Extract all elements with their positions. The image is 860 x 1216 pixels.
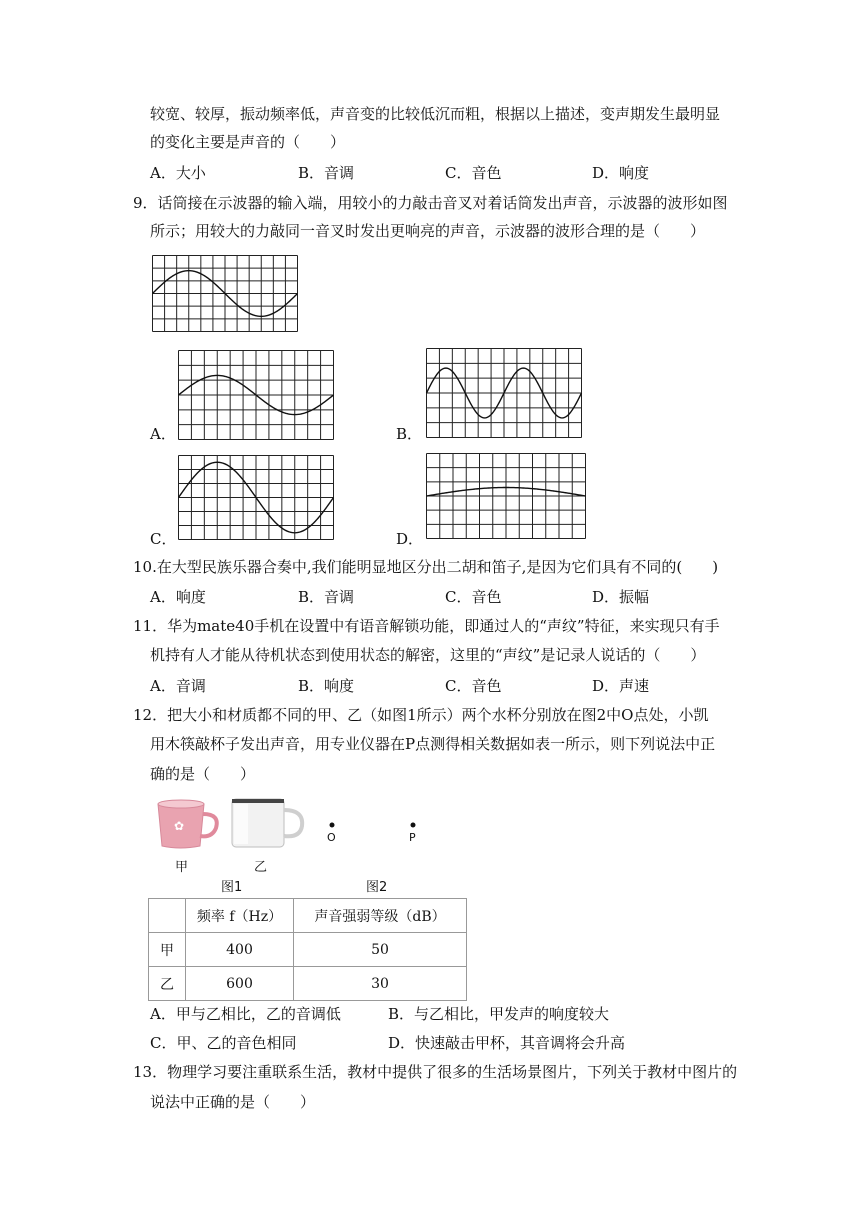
figure-1-caption: 图1	[221, 880, 243, 895]
q9-option-d-label[interactable]: D．	[396, 530, 424, 548]
table-cell: 乙	[149, 967, 186, 1001]
table-header-row	[149, 899, 467, 933]
q9-line2: 所示；用较大的力敲同一音叉时发出更响亮的声音，示波器的波形合理的是（ ）	[150, 222, 706, 240]
cup-yi-label: 乙	[254, 860, 268, 875]
cup-jia-label: 甲	[175, 860, 189, 875]
q12-option-c[interactable]: C．甲、乙的音色相同	[150, 1034, 297, 1052]
q8-option-c[interactable]: C．音色	[445, 164, 502, 182]
q9-line1: 9．话筒接在示波器的输入端，用较小的力敲击音叉对着话筒发出声音，示波器的波形如图	[133, 194, 728, 212]
option-a-waveform[interactable]	[178, 350, 334, 440]
pink-cup-image	[150, 796, 222, 852]
q10-option-d[interactable]: D．振幅	[592, 588, 650, 606]
figure-2-caption: 图2	[366, 880, 388, 895]
q10-option-c[interactable]: C．音色	[445, 588, 502, 606]
point-o-dot	[329, 822, 335, 828]
q12-option-b[interactable]: B．与乙相比，甲发声的响度较大	[388, 1005, 610, 1023]
table-row	[149, 967, 467, 1001]
option-b-waveform[interactable]	[426, 348, 582, 438]
q10-line1: 10.在大型民族乐器合奏中,我们能明显地区分出二胡和笛子,是因为它们具有不同的( )	[133, 558, 719, 576]
q11-option-c[interactable]: C．音色	[445, 677, 502, 695]
svg-text:✿: ✿	[174, 819, 185, 833]
table-cell: 600	[186, 967, 294, 1001]
table-cell: 400	[186, 933, 294, 967]
q9-option-a-label[interactable]: A．	[150, 425, 176, 443]
q8-option-b[interactable]: B．音调	[298, 164, 355, 182]
option-c-waveform[interactable]	[178, 455, 334, 540]
option-d-waveform[interactable]	[426, 453, 586, 539]
white-cup-image	[228, 796, 306, 852]
q8-line1: 较宽、较厚，振动频率低，声音变的比较低沉而粗，根据以上描述，变声期发生最明显	[150, 105, 721, 123]
table-header-cell	[149, 899, 186, 933]
point-p-label: P	[409, 831, 416, 844]
point-p-dot	[410, 822, 416, 828]
q8-option-d[interactable]: D．响度	[592, 164, 650, 182]
table-header-cell: 频率 f（Hz）	[186, 899, 294, 933]
table-cell: 甲	[149, 933, 186, 967]
q12-line1: 12．把大小和材质都不同的甲、乙（如图1所示）两个水杯分别放在图2中O点处，小凯	[133, 706, 709, 724]
q10-option-b[interactable]: B．音调	[298, 588, 355, 606]
q13-line1: 13．物理学习要注重联系生活，教材中提供了很多的生活场景图片，下列关于教材中图片的	[133, 1063, 738, 1081]
q11-option-a[interactable]: A．音调	[150, 677, 206, 695]
q12-option-a[interactable]: A．甲与乙相比，乙的音调低	[150, 1005, 341, 1023]
q9-option-c-label[interactable]: C．	[150, 530, 177, 548]
q9-option-b-label[interactable]: B．	[396, 425, 423, 443]
q10-option-a[interactable]: A．响度	[150, 588, 206, 606]
q8-option-a[interactable]: A．大小	[150, 164, 206, 182]
q11-option-b[interactable]: B．响度	[298, 677, 355, 695]
table-row	[149, 933, 467, 967]
q8-line2: 的变化主要是声音的（ ）	[150, 133, 346, 151]
q11-line2: 机持有人才能从待机状态到使用状态的解密，这里的“声纹”是记录人说话的（ ）	[150, 646, 706, 664]
q12-line3: 确的是（ ）	[150, 765, 256, 783]
table-cell: 30	[294, 967, 467, 1001]
q12-option-d[interactable]: D．快速敲击甲杯，其音调将会升高	[388, 1034, 626, 1052]
point-o-label: O	[327, 831, 336, 844]
reference-waveform	[152, 255, 298, 332]
table-cell: 50	[294, 933, 467, 967]
q12-line2: 用木筷敲杯子发出声音，用专业仪器在P点测得相关数据如表一所示，则下列说法中正	[150, 735, 716, 753]
table-header-cell: 声音强弱等级（dB）	[294, 899, 467, 933]
data-table	[148, 898, 467, 1001]
q11-line1: 11．华为mate40手机在设置中有语音解锁功能，即通过人的“声纹”特征，来实现只有手	[133, 617, 720, 635]
q11-option-d[interactable]: D．声速	[592, 677, 650, 695]
q13-line2: 说法中正确的是（ ）	[150, 1093, 316, 1111]
